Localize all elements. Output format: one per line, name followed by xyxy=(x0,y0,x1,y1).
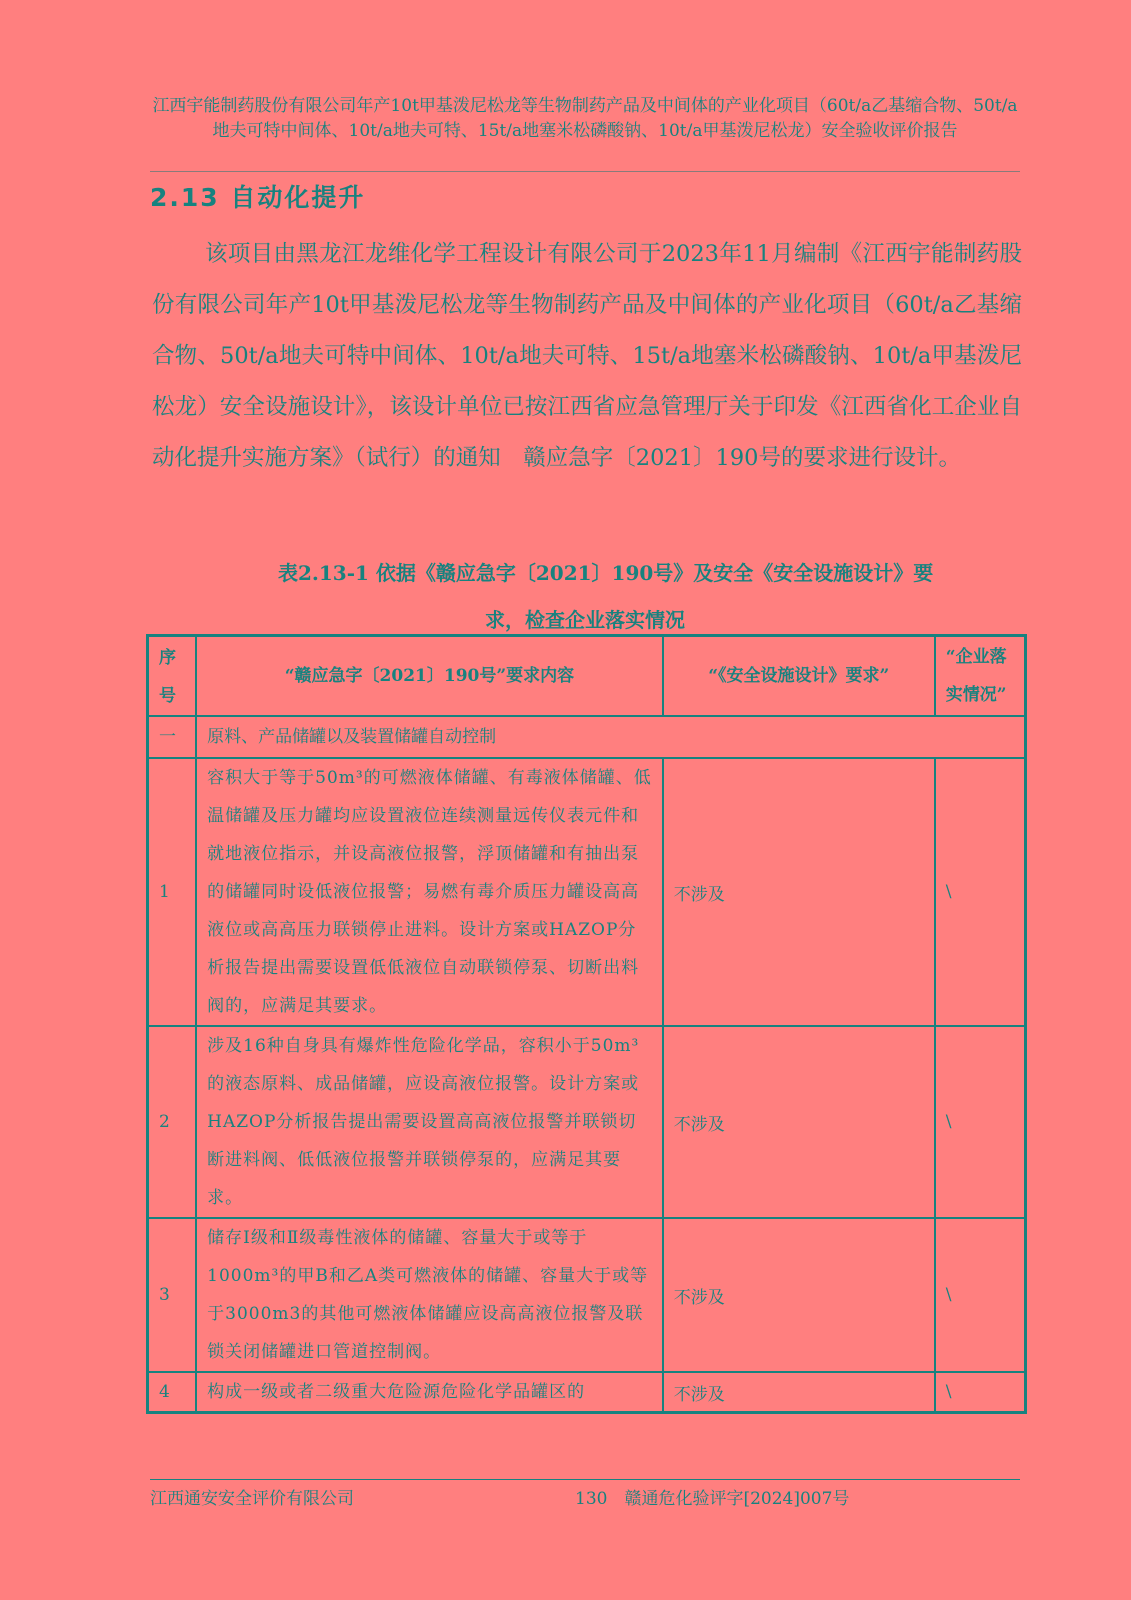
row-design: 不涉及 xyxy=(663,1026,935,1218)
row-no: 1 xyxy=(148,758,197,1026)
row-requirement: 储存Ⅰ级和Ⅱ级毒性液体的储罐、容量大于或等于1000m³的甲B和乙A类可燃液体的储罐、容量大于或等于3000m3的其他可燃液体储罐应设高高液位报警及联锁关闭储罐进口管道控制阀。 xyxy=(196,1218,663,1372)
row-design: 不涉及 xyxy=(663,1218,935,1372)
section-no: 一 xyxy=(148,716,197,758)
table-caption-line1: 表2.13-1 依据《赣应急字〔2021〕190号》及安全《安全设施设计》要 xyxy=(278,561,934,585)
row-implementation: \ xyxy=(935,1372,1026,1413)
table-row xyxy=(148,758,1026,1026)
row-no: 2 xyxy=(148,1026,197,1218)
table-row xyxy=(148,1218,1026,1372)
section-heading: 2.13 自动化提升 xyxy=(150,183,366,212)
requirements-table xyxy=(146,634,1027,1414)
row-no: 4 xyxy=(148,1372,197,1413)
row-implementation: \ xyxy=(935,758,1026,1026)
table-row xyxy=(148,1372,1026,1413)
table-row xyxy=(148,1026,1026,1218)
table-section-row xyxy=(148,716,1026,758)
table-caption-line2: 求，检查企业落实情况 xyxy=(485,608,685,632)
footer-page-docno: 130 赣通危化验评字[2024]007号 xyxy=(575,1489,850,1509)
header-design: “《安全设施设计》要求” xyxy=(663,636,935,717)
row-design: 不涉及 xyxy=(663,758,935,1026)
running-header: 江西宇能制药股份有限公司年产10t甲基泼尼松龙等生物制药产品及中间体的产业化项目（60t/a乙基缩合物、50t/a地夫可特中间体、10t/a地夫可特、15t/a地塞米松磷酸钠、10t/a甲基泼尼松龙）安全验收评价报告 xyxy=(152,96,1018,141)
table-header-row xyxy=(148,636,1026,717)
footer-divider xyxy=(150,1479,1020,1480)
body-paragraph: 该项目由黑龙江龙维化学工程设计有限公司于2023年11月编制《江西宇能制药股份有限公司年产10t甲基泼尼松龙等生物制药产品及中间体的产业化项目（60t/a乙基缩合物、50t/a地夫可特中间体、10t/a地夫可特、15t/a地塞米松磷酸钠、10t/a甲基泼尼松龙）安全设施设计》，该设计单位已按江西省应急管理厅关于印发《江西省化工企业自动化提升实施方案》（试行）的通知 赣应急字〔2021〕190号的要求进行设计。 xyxy=(152,241,1022,471)
row-requirement: 涉及16种自身具有爆炸性危险化学品，容积小于50m³的液态原料、成品储罐，应设高液位报警。设计方案或HAZOP分析报告提出需要设置高高液位报警并联锁切断进料阀、低低液位报警并联锁停泵的，应满足其要求。 xyxy=(196,1026,663,1218)
row-requirement: 构成一级或者二级重大危险源危险化学品罐区的 xyxy=(196,1372,663,1413)
row-implementation: \ xyxy=(935,1026,1026,1218)
row-no: 3 xyxy=(148,1218,197,1372)
footer-company: 江西通安安全评价有限公司 xyxy=(150,1489,354,1509)
header-divider xyxy=(150,171,1020,172)
header-requirement: “赣应急字〔2021〕190号”要求内容 xyxy=(196,636,663,717)
row-design: 不涉及 xyxy=(663,1372,935,1413)
row-implementation: \ xyxy=(935,1218,1026,1372)
header-implementation: “企业落实情况” xyxy=(935,636,1026,717)
row-requirement: 容积大于等于50m³的可燃液体储罐、有毒液体储罐、低温储罐及压力罐均应设置液位连续测量远传仪表元件和就地液位指示，并设高液位报警，浮顶储罐和有抽出泵的储罐同时设低液位报警；易燃有毒介质压力罐设高高液位或高高压力联锁停止进料。设计方案或HAZOP分析报告提出需要设置低低液位自动联锁停泵、切断出料阀的，应满足其要求。 xyxy=(196,758,663,1026)
header-no: 序号 xyxy=(148,636,197,717)
section-label: 原料、产品储罐以及装置储罐自动控制 xyxy=(196,716,1025,758)
